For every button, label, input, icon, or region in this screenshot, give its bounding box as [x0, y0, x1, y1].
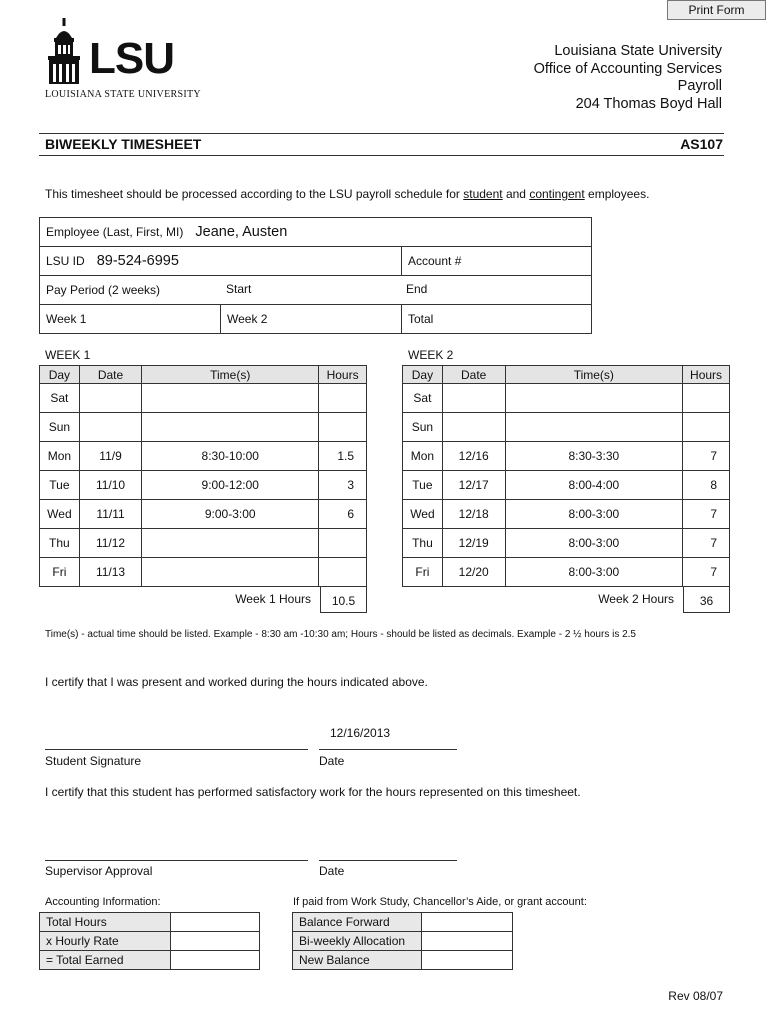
col-day: Day [40, 366, 80, 384]
hours-cell[interactable]: 7 [683, 442, 730, 471]
date-cell[interactable]: 12/17 [442, 471, 505, 500]
day-cell: Mon [403, 442, 443, 471]
lsu-logo [44, 18, 84, 89]
times-cell[interactable] [505, 413, 683, 442]
week2-heading: WEEK 2 [408, 348, 454, 362]
hours-cell[interactable]: 6 [319, 500, 367, 529]
table-row [40, 500, 367, 529]
lsu-id-value: 89-524-6995 [96, 253, 179, 269]
table-row [403, 500, 730, 529]
student-date-line[interactable] [319, 749, 457, 750]
form-code: AS107 [680, 136, 723, 152]
week1-hours-label: Week 1 Hours [235, 592, 311, 606]
total-earned-value[interactable] [171, 951, 260, 970]
hourly-rate-label: x Hourly Rate [40, 932, 171, 951]
day-cell: Sat [40, 384, 80, 413]
student-date-label: Date [319, 754, 345, 768]
biweekly-allocation-label: Bi-weekly Allocation [293, 932, 422, 951]
accounting-table [39, 912, 260, 970]
balance-forward-label: Balance Forward [293, 913, 422, 932]
employee-name-value: Jeane, Austen [195, 224, 288, 240]
biweekly-allocation-value[interactable] [422, 932, 513, 951]
pay-period-cell[interactable]: Pay Period (2 weeks) Start End [40, 276, 592, 305]
total-hours-value[interactable] [171, 913, 260, 932]
col-hours: Hours [319, 366, 367, 384]
week1-hours-total[interactable]: 10.5 [320, 587, 367, 613]
week1-table [39, 365, 367, 587]
table-row [40, 384, 367, 413]
supervisor-signature-line[interactable] [45, 860, 308, 861]
student-date-value[interactable]: 12/16/2013 [330, 726, 391, 740]
week1-section [39, 365, 367, 613]
date-cell[interactable]: 11/10 [79, 471, 142, 500]
table-row [40, 471, 367, 500]
supervisor-date-label: Date [319, 864, 345, 878]
address-line: Payroll [677, 78, 722, 94]
hours-cell[interactable]: 8 [683, 471, 730, 500]
new-balance-label: New Balance [293, 951, 422, 970]
day-cell: Sat [403, 384, 443, 413]
tower-icon [44, 18, 84, 86]
table-row [403, 558, 730, 587]
revision-label: Rev 08/07 [668, 989, 723, 1003]
date-cell[interactable]: 11/9 [79, 442, 142, 471]
hourly-rate-value[interactable] [171, 932, 260, 951]
date-cell[interactable]: 12/16 [442, 442, 505, 471]
student-signature-label: Student Signature [45, 754, 142, 768]
logo-subtitle: LOUISIANA STATE UNIVERSITY [45, 89, 201, 100]
hours-cell[interactable] [683, 384, 730, 413]
date-cell[interactable]: 12/19 [442, 529, 505, 558]
grand-total-cell[interactable]: Total [402, 305, 592, 334]
times-cell[interactable]: 8:00-3:00 [505, 558, 683, 587]
day-cell: Sun [403, 413, 443, 442]
times-cell[interactable] [142, 384, 319, 413]
day-cell: Tue [40, 471, 80, 500]
hours-cell[interactable]: 3 [319, 471, 367, 500]
address-block [534, 43, 722, 113]
total-hours-label: Total Hours [40, 913, 171, 932]
times-cell[interactable]: 9:00-12:00 [142, 471, 319, 500]
times-cell[interactable]: 8:00-3:00 [505, 529, 683, 558]
work-study-heading: If paid from Work Study, Chancellor’s Aide, or grant account: [293, 896, 587, 908]
date-cell[interactable] [79, 384, 142, 413]
week2-hours-label: Week 2 Hours [598, 592, 674, 606]
table-row [403, 442, 730, 471]
address-line: Office of Accounting Services [533, 60, 722, 77]
week2-table [402, 365, 730, 587]
supervisor-approval-label: Supervisor Approval [45, 864, 153, 878]
address-line: Louisiana State University [554, 43, 722, 59]
total-earned-label: = Total Earned [40, 951, 171, 970]
day-cell: Fri [403, 558, 443, 587]
week1-total-cell[interactable]: Week 1 [40, 305, 221, 334]
date-cell[interactable]: 11/11 [79, 500, 142, 529]
day-cell: Sun [40, 413, 80, 442]
print-form-button[interactable]: Print Form [667, 0, 766, 20]
day-cell: Tue [403, 471, 443, 500]
accounting-heading: Accounting Information: [45, 896, 161, 908]
times-cell[interactable] [505, 384, 683, 413]
date-cell[interactable]: 12/20 [442, 558, 505, 587]
date-cell[interactable]: 11/13 [79, 558, 142, 587]
date-cell[interactable] [442, 413, 505, 442]
hours-cell[interactable]: 7 [683, 558, 730, 587]
week1-heading: WEEK 1 [45, 348, 91, 362]
hours-cell[interactable]: 7 [683, 529, 730, 558]
table-row [403, 471, 730, 500]
times-cell[interactable] [142, 558, 319, 587]
instructions-note: Time(s) - actual time should be listed. Example - 8:30 am -10:30 am; Hours - should be listed as decimals. Example - 2 ½ hours is 2.5 [45, 629, 636, 640]
week2-total-cell[interactable]: Week 2 [221, 305, 402, 334]
col-hours: Hours [683, 366, 730, 384]
balance-forward-value[interactable] [422, 913, 513, 932]
col-date: Date [442, 366, 505, 384]
date-cell[interactable] [442, 384, 505, 413]
table-row [40, 529, 367, 558]
lsu-id-cell[interactable]: LSU ID 89-524-6995 [40, 247, 402, 276]
day-cell: Mon [40, 442, 80, 471]
address-line: 204 Thomas Boyd Hall [575, 95, 722, 112]
supervisor-certification: I certify that this student has performed satisfactory work for the hours represented on this timesheet. [45, 785, 581, 799]
date-cell[interactable]: 11/12 [79, 529, 142, 558]
lsu-wordmark: LSU [89, 34, 174, 83]
times-cell[interactable] [142, 529, 319, 558]
account-cell[interactable]: Account # [402, 247, 592, 276]
times-cell[interactable]: 8:30-3:30 [505, 442, 683, 471]
title-rule-top [39, 133, 724, 134]
col-date: Date [79, 366, 142, 384]
col-day: Day [403, 366, 443, 384]
table-row [403, 529, 730, 558]
times-cell[interactable]: 9:00-3:00 [142, 500, 319, 529]
week2-hours-total[interactable]: 36 [683, 587, 730, 613]
employee-info-table [39, 217, 592, 334]
date-cell[interactable]: 12/18 [442, 500, 505, 529]
table-row [40, 413, 367, 442]
new-balance-value[interactable] [422, 951, 513, 970]
student-certification: I certify that I was present and worked during the hours indicated above. [45, 675, 428, 689]
col-times: Time(s) [142, 366, 319, 384]
hours-cell[interactable]: 7 [683, 500, 730, 529]
day-cell: Thu [403, 529, 443, 558]
hours-cell[interactable] [319, 413, 367, 442]
hours-cell[interactable]: 1.5 [319, 442, 367, 471]
hours-cell[interactable] [319, 384, 367, 413]
intro-text: This timesheet should be processed according to the LSU payroll schedule for student and contingent employees. [45, 187, 650, 201]
table-row [403, 384, 730, 413]
col-times: Time(s) [505, 366, 683, 384]
week2-section [402, 365, 730, 613]
title-rule-bottom [39, 155, 724, 156]
student-signature-line[interactable] [45, 749, 308, 750]
supervisor-date-line[interactable] [319, 860, 457, 861]
work-study-table [292, 912, 513, 970]
hours-cell[interactable] [319, 558, 367, 587]
date-cell[interactable] [79, 413, 142, 442]
form-title: BIWEEKLY TIMESHEET [45, 136, 202, 152]
hours-cell[interactable] [319, 529, 367, 558]
times-cell[interactable]: 8:00-3:00 [505, 500, 683, 529]
hours-cell[interactable] [683, 413, 730, 442]
times-cell[interactable]: 8:30-10:00 [142, 442, 319, 471]
day-cell: Wed [403, 500, 443, 529]
times-cell[interactable]: 8:00-4:00 [505, 471, 683, 500]
day-cell: Thu [40, 529, 80, 558]
times-cell[interactable] [142, 413, 319, 442]
employee-name-cell[interactable]: Employee (Last, First, MI) Jeane, Austen [40, 218, 592, 247]
day-cell: Fri [40, 558, 80, 587]
table-row [40, 558, 367, 587]
day-cell: Wed [40, 500, 80, 529]
table-row [403, 413, 730, 442]
start-label: Start [226, 282, 252, 296]
table-row [40, 442, 367, 471]
end-label: End [406, 282, 428, 296]
